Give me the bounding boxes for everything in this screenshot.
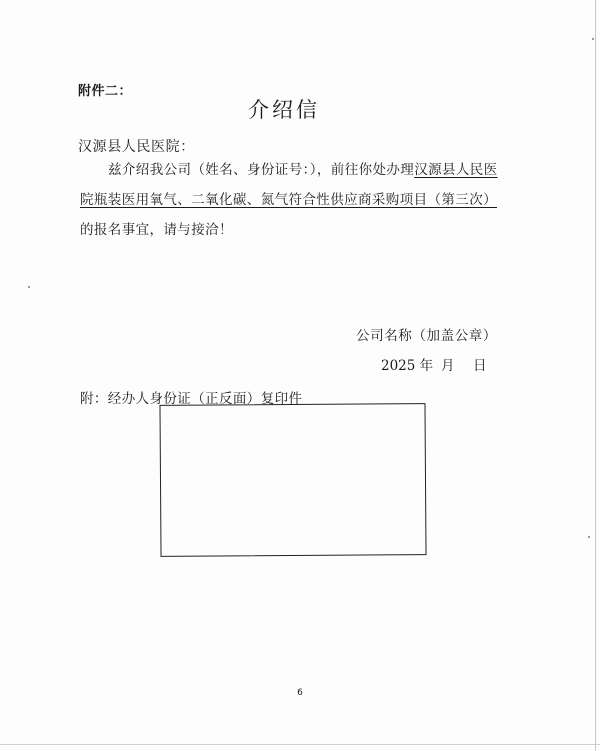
- annex-label: 附件二：: [78, 84, 133, 99]
- id-copy-box: [159, 403, 426, 557]
- date-day: 日: [473, 358, 487, 374]
- body-line-1-text: 兹介绍我公司（姓名、身份证号：），前往你处办理: [108, 162, 415, 178]
- project-name-part-2: 院瓶装医用氧气、二氧化碳、氮气符合性供应商采购项目（第三次）: [80, 192, 497, 208]
- body-line-2: [80, 188, 497, 208]
- date-line: [381, 354, 487, 374]
- document-title: 介绍信: [248, 98, 320, 122]
- project-name-part-1: 汉源县人民医: [414, 162, 498, 178]
- body-line-1: [108, 158, 498, 178]
- date-month: 月: [441, 358, 455, 374]
- body-line-3-text: 的报名事宜，请与接洽！: [80, 222, 233, 238]
- scan-speck: [588, 536, 590, 538]
- body-line-3: [80, 218, 233, 238]
- scan-speck: [28, 286, 30, 288]
- company-name-stamp: 公司名称（加盖公章）: [356, 328, 497, 344]
- page-number: 6: [297, 688, 303, 698]
- scan-speck: [592, 38, 594, 40]
- addressee: 汉源县人民医院：: [78, 139, 195, 155]
- attachment-note: 附：经办人身份证（正反面）复印件: [80, 391, 303, 407]
- page-edge-bottom: [0, 744, 600, 745]
- date-year: 2025 年: [381, 358, 434, 374]
- page-edge-right: [595, 0, 596, 751]
